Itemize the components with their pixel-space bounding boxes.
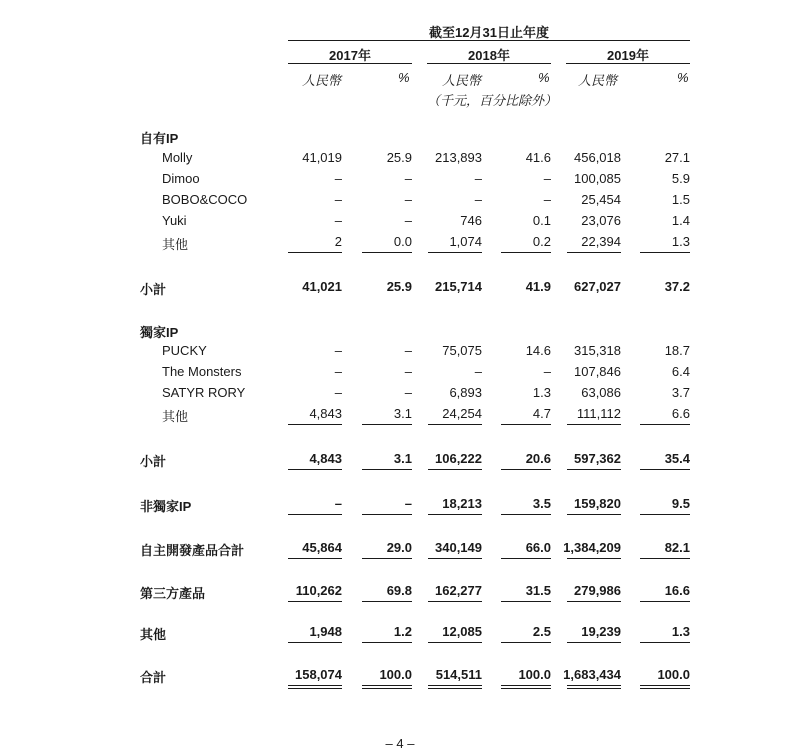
rule-line — [640, 688, 690, 689]
cell-value: 41.9 — [525, 279, 551, 294]
rule-line — [501, 424, 551, 425]
cell-value: 41.6 — [525, 150, 551, 165]
cell-value: 9.5 — [671, 496, 690, 511]
cell-value: 111,112 — [576, 406, 621, 421]
cell-value: 29.0 — [386, 540, 412, 555]
total-row — [0, 496, 800, 514]
rule-line — [501, 469, 551, 470]
cell-value: 27.1 — [664, 150, 690, 165]
cell-value: 107,846 — [574, 364, 621, 379]
cell-value: 2.5 — [532, 624, 551, 639]
rule-line — [428, 601, 482, 602]
cell-value: 69.8 — [386, 583, 412, 598]
rule-line — [428, 685, 482, 686]
cell-value: 158,074 — [295, 667, 342, 682]
row-label: 其他 — [162, 409, 189, 424]
row-label: Molly — [162, 150, 193, 165]
rule-line — [567, 469, 621, 470]
rule-line — [362, 252, 412, 253]
cell-value: 315,318 — [574, 343, 621, 358]
row-label: BOBO&COCO — [162, 192, 248, 207]
cell-value: 1,948 — [309, 624, 342, 639]
rule-line — [567, 688, 621, 689]
cell-value: 82.1 — [664, 540, 690, 555]
row-label: 獨家IP — [140, 325, 179, 340]
cell-value: 0.0 — [393, 234, 412, 249]
cell-value: 35.4 — [664, 451, 690, 466]
rule-line — [288, 252, 342, 253]
cell-value: 20.6 — [525, 451, 551, 466]
cell-value: 23,076 — [581, 213, 621, 228]
rule-line — [501, 642, 551, 643]
cell-value: 3.1 — [393, 451, 412, 466]
rule-line — [428, 514, 482, 515]
rule-line — [362, 514, 412, 515]
row-label: 小計 — [140, 282, 167, 297]
rule-line — [288, 685, 342, 686]
rule-line — [501, 252, 551, 253]
rule-line — [428, 642, 482, 643]
cell-value: 5.9 — [671, 171, 690, 186]
cell-value: 1.4 — [671, 213, 690, 228]
rule-line — [288, 558, 342, 559]
cell-value: – — [334, 192, 342, 207]
rule-line — [567, 601, 621, 602]
rule-line — [567, 685, 621, 686]
cell-value: 45,864 — [302, 540, 342, 555]
cell-value: 1.3 — [671, 624, 690, 639]
row-label: 自有IP — [140, 131, 179, 146]
row-label: 第三方產品 — [140, 586, 206, 601]
cell-value: 279,986 — [574, 583, 621, 598]
total-row — [0, 451, 800, 469]
cell-value: 25.9 — [386, 150, 412, 165]
year-underline-2017 — [288, 63, 412, 64]
table-row — [0, 150, 800, 168]
cell-value: 215,714 — [435, 279, 482, 294]
cell-value: 1.3 — [671, 234, 690, 249]
cell-value: – — [334, 213, 342, 228]
total-row — [0, 624, 800, 642]
row-label: SATYR RORY — [162, 385, 246, 400]
cell-value: 3.7 — [671, 385, 690, 400]
cell-value: – — [543, 192, 551, 207]
table-row — [0, 213, 800, 231]
rule-line — [640, 601, 690, 602]
cell-value: 3.1 — [393, 406, 412, 421]
rule-line — [640, 685, 690, 686]
cell-value: – — [474, 171, 482, 186]
cell-value: 100,085 — [574, 171, 621, 186]
cell-value: 514,511 — [435, 667, 482, 682]
cell-value: 100.0 — [379, 667, 412, 682]
period-header: 截至12月31日止年度 — [429, 25, 549, 40]
cell-value: – — [543, 171, 551, 186]
rule-line — [567, 514, 621, 515]
cell-value: 18,213 — [442, 496, 482, 511]
section-header-row — [0, 322, 800, 340]
cell-value: 1.5 — [671, 192, 690, 207]
percent-header-2017: % — [398, 70, 410, 85]
cell-value: – — [404, 171, 412, 186]
cell-value: – — [543, 364, 551, 379]
page-number: – 4 – — [385, 736, 415, 751]
row-label: 自主開發產品合計 — [140, 543, 245, 558]
cell-value: 746 — [460, 213, 482, 228]
row-label: Dimoo — [162, 171, 200, 186]
year-underline-2018 — [427, 63, 551, 64]
cell-value: 1,384,209 — [563, 540, 621, 555]
row-label: Yuki — [162, 213, 187, 228]
cell-value: 12,085 — [442, 624, 482, 639]
cell-value: – — [404, 496, 412, 511]
cell-value: 22,394 — [581, 234, 621, 249]
cell-value: – — [404, 343, 412, 358]
rule-line — [501, 514, 551, 515]
cell-value: 0.1 — [532, 213, 551, 228]
cell-value: 18.7 — [664, 343, 690, 358]
cell-value: – — [404, 192, 412, 207]
cell-value: 162,277 — [435, 583, 482, 598]
section-header-row — [0, 128, 800, 146]
currency-header-2019: 人民幣 — [578, 73, 618, 88]
cell-value: 456,018 — [574, 150, 621, 165]
cell-value: 1.2 — [393, 624, 412, 639]
cell-value: 24,254 — [442, 406, 482, 421]
cell-value: 1.3 — [532, 385, 551, 400]
rule-line — [501, 558, 551, 559]
cell-value: 340,149 — [435, 540, 482, 555]
rule-line — [428, 469, 482, 470]
cell-value: 75,075 — [442, 343, 482, 358]
rule-line — [288, 469, 342, 470]
cell-value: 16.6 — [664, 583, 690, 598]
rule-line — [640, 642, 690, 643]
row-label: 小計 — [140, 454, 167, 469]
rule-line — [428, 424, 482, 425]
cell-value: 6.4 — [671, 364, 690, 379]
total-row — [0, 583, 800, 601]
rule-line — [362, 642, 412, 643]
table-row — [0, 171, 800, 189]
rule-line — [288, 514, 342, 515]
row-label: PUCKY — [162, 343, 207, 358]
cell-value: 14.6 — [525, 343, 551, 358]
table-row — [0, 234, 800, 252]
rule-line — [288, 601, 342, 602]
total-row — [0, 540, 800, 558]
cell-value: 3.5 — [532, 496, 551, 511]
cell-value: 6.6 — [671, 406, 690, 421]
table-row — [0, 364, 800, 382]
rule-line — [640, 252, 690, 253]
cell-value: 100.0 — [657, 667, 690, 682]
cell-value: 159,820 — [574, 496, 621, 511]
rule-line — [501, 688, 551, 689]
cell-value: – — [334, 364, 342, 379]
row-label: 非獨家IP — [140, 499, 192, 514]
cell-value: 100.0 — [518, 667, 551, 682]
rule-line — [288, 642, 342, 643]
cell-value: 106,222 — [435, 451, 482, 466]
cell-value: 597,362 — [574, 451, 621, 466]
cell-value: – — [404, 385, 412, 400]
cell-value: – — [334, 171, 342, 186]
row-label: The Monsters — [162, 364, 242, 379]
percent-header-2018: % — [538, 70, 550, 85]
rule-line — [288, 688, 342, 689]
cell-value: 37.2 — [664, 279, 690, 294]
year-header-2019: 2019年 — [607, 48, 649, 63]
rule-line — [362, 424, 412, 425]
cell-value: 110,262 — [295, 583, 342, 598]
rule-line — [501, 685, 551, 686]
cell-value: 25.9 — [386, 279, 412, 294]
cell-value: – — [334, 343, 342, 358]
table-row — [0, 406, 800, 424]
rule-line — [640, 469, 690, 470]
rule-line — [567, 642, 621, 643]
rule-line — [640, 424, 690, 425]
cell-value: 6,893 — [449, 385, 482, 400]
cell-value: 213,893 — [435, 150, 482, 165]
total-row — [0, 667, 800, 685]
cell-value: 4,843 — [309, 406, 342, 421]
cell-value: 4,843 — [309, 451, 342, 466]
rule-line — [640, 558, 690, 559]
year-underline-2019 — [566, 63, 690, 64]
currency-header-2018: 人民幣 — [442, 73, 482, 88]
rule-line — [428, 688, 482, 689]
currency-header-2017: 人民幣 — [302, 73, 342, 88]
total-row — [0, 279, 800, 297]
year-header-2018: 2018年 — [468, 48, 510, 63]
percent-header-2019: % — [677, 70, 689, 85]
rule-line — [362, 601, 412, 602]
rule-line — [428, 252, 482, 253]
cell-value: 1,074 — [449, 234, 482, 249]
cell-value: 2 — [334, 234, 342, 249]
cell-value: 66.0 — [525, 540, 551, 555]
table-row — [0, 192, 800, 210]
rule-line — [501, 601, 551, 602]
rule-line — [288, 424, 342, 425]
unit-note: （千元，百分比除外） — [427, 93, 558, 108]
cell-value: 31.5 — [525, 583, 551, 598]
cell-value: 1,683,434 — [563, 667, 621, 682]
rule-line — [362, 469, 412, 470]
rule-line — [567, 424, 621, 425]
row-label: 合計 — [140, 670, 167, 685]
cell-value: – — [404, 213, 412, 228]
cell-value: – — [404, 364, 412, 379]
cell-value: – — [474, 364, 482, 379]
cell-value: – — [334, 496, 342, 511]
table-row — [0, 385, 800, 403]
row-label: 其他 — [140, 627, 167, 642]
cell-value: 0.2 — [532, 234, 551, 249]
period-underline — [288, 40, 690, 41]
cell-value: 63,086 — [581, 385, 621, 400]
rule-line — [567, 558, 621, 559]
rule-line — [567, 252, 621, 253]
row-label: 其他 — [162, 237, 189, 252]
cell-value: 41,021 — [302, 279, 342, 294]
cell-value: 41,019 — [302, 150, 342, 165]
cell-value: 25,454 — [581, 192, 621, 207]
cell-value: 19,239 — [581, 624, 621, 639]
cell-value: 4.7 — [532, 406, 551, 421]
rule-line — [362, 558, 412, 559]
rule-line — [428, 558, 482, 559]
rule-line — [362, 685, 412, 686]
cell-value: – — [334, 385, 342, 400]
cell-value: – — [474, 192, 482, 207]
cell-value: 627,027 — [574, 279, 621, 294]
rule-line — [362, 688, 412, 689]
rule-line — [640, 514, 690, 515]
year-header-2017: 2017年 — [329, 48, 371, 63]
table-row — [0, 343, 800, 361]
